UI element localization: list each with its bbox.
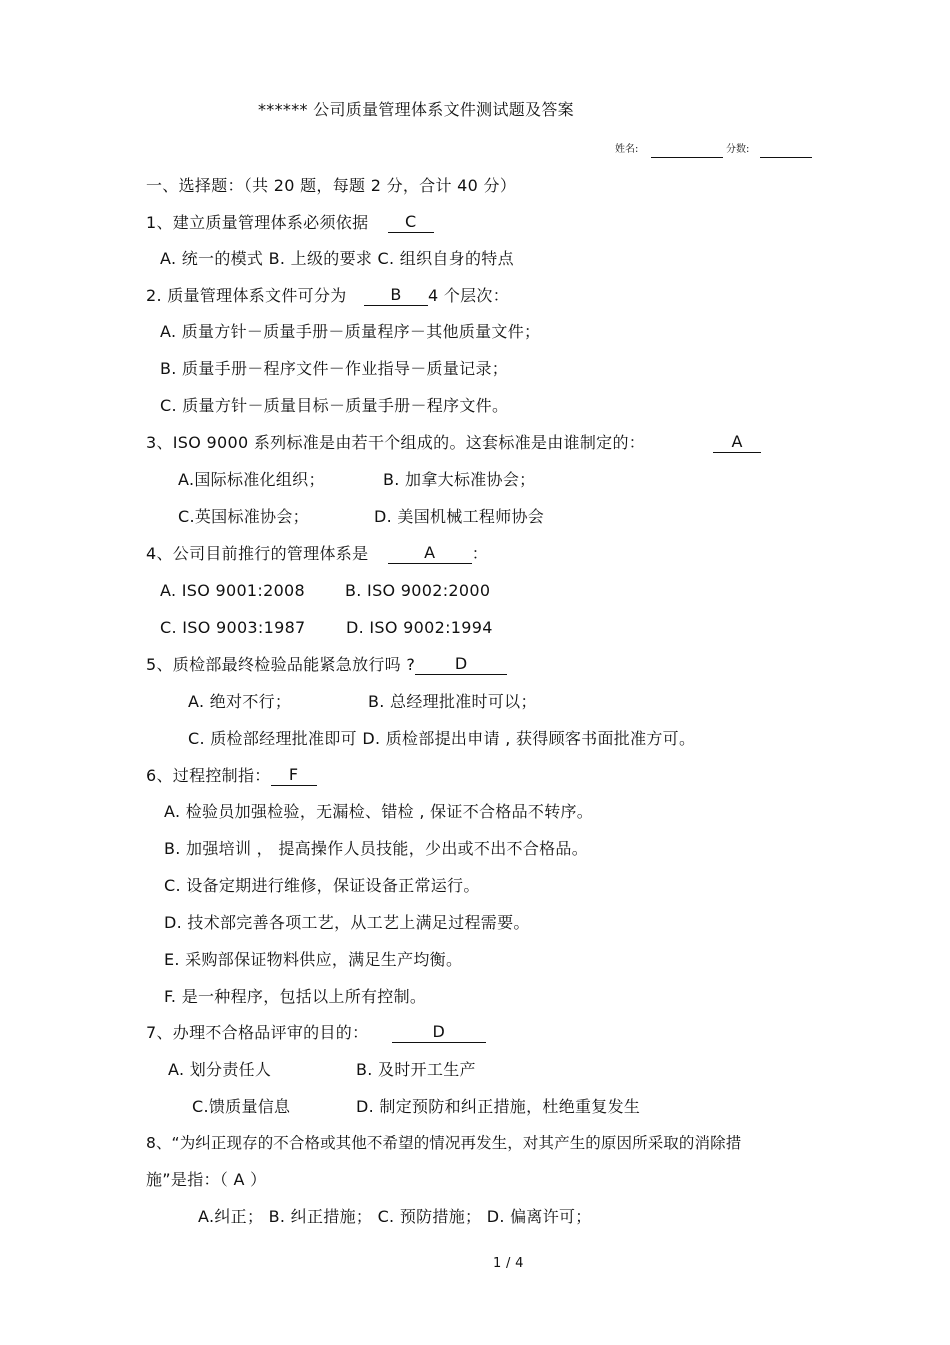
option-b: B. 加强培训 ， 提高操作人员技能，少出或不出不合格品。 — [164, 839, 589, 858]
option-d: D. 美国机械工程师协会 — [374, 507, 545, 526]
answer-blank: D — [392, 1023, 486, 1043]
score-blank — [760, 138, 812, 158]
question-4 — [146, 544, 488, 564]
answer-blank: A — [388, 544, 472, 564]
option-d: D. 技术部完善各项工艺，从工艺上满足过程需要。 — [164, 913, 530, 932]
question-8-cont: 施”是指：（ A ） — [146, 1170, 267, 1189]
section-heading: 一、选择题：（共 20 题，每题 2 分，合计 40 分） — [146, 176, 517, 195]
question-6 — [146, 766, 317, 786]
question-5 — [146, 655, 507, 675]
option-d: D. 制定预防和纠正措施，杜绝重复发生 — [356, 1097, 641, 1116]
score-label: 分数: — [726, 144, 750, 155]
option-c-d: C. 质检部经理批准即可 D. 质检部提出申请 , 获得顾客书面批准方可。 — [188, 729, 696, 748]
option-b: B. 质量手册－程序文件－作业指导－质量记录； — [160, 359, 509, 378]
answer-blank: C — [388, 213, 434, 233]
question-text: 4、公司目前推行的管理体系是 — [146, 544, 369, 563]
page-number: 1 / 4 — [493, 1256, 524, 1271]
question-3: 3、ISO 9000 系列标准是由若干个组成的。这套标准是由谁制定的： — [146, 433, 646, 452]
option-b: B. 总经理批准时可以； — [368, 692, 537, 711]
option-e: E. 采购部保证物料供应，满足生产均衡。 — [164, 950, 463, 969]
answer-blank: F — [271, 766, 317, 786]
question-1-options: A. 统一的模式 B. 上级的要求 C. 组织自身的特点 — [160, 249, 514, 268]
option-a: A. 绝对不行； — [188, 692, 292, 711]
option-c: C. 设备定期进行维修，保证设备正常运行。 — [164, 876, 480, 895]
option-c: C.英国标准协会； — [178, 507, 309, 526]
option-b: B. 加拿大标准协会； — [383, 470, 536, 489]
question-text: 6、过程控制指： — [146, 766, 271, 785]
question-8-options: A.纠正； B. 纠正措施； C. 预防措施； D. 偏离许可； — [198, 1207, 592, 1226]
option-c: C.馈质量信息 — [192, 1097, 291, 1116]
option-c: C. 质量方针－质量目标－质量手册－程序文件。 — [160, 396, 509, 415]
question-1 — [146, 213, 434, 233]
question-suffix: 4 个层次： — [427, 286, 510, 305]
option-a: A.国际标准化组织； — [178, 470, 325, 489]
question-text: 1、建立质量管理体系必须依据 — [146, 213, 369, 232]
option-a: A. 检验员加强检验，无漏检、错检 , 保证不合格品不转序。 — [164, 802, 594, 821]
answer-blank: A — [713, 433, 761, 453]
question-2 — [146, 286, 509, 306]
option-d: D. ISO 9002:1994 — [346, 618, 493, 637]
question-text: 5、质检部最终检验品能紧急放行吗 ? — [146, 655, 416, 674]
option-a: A. 划分责任人 — [168, 1060, 272, 1079]
question-7 — [146, 1023, 486, 1043]
name-blank — [651, 138, 723, 158]
option-b: B. ISO 9002:2000 — [345, 581, 491, 600]
question-8: 8、“为纠正现存的不合格或其他不希望的情况再发生，对其产生的原因所采取的消除措 — [146, 1134, 742, 1152]
option-a: A. ISO 9001:2008 — [160, 581, 306, 600]
document-title: ****** 公司质量管理体系文件测试题及答案 — [258, 100, 574, 119]
answer-blank: D — [415, 655, 507, 675]
answer-blank: B — [364, 286, 428, 306]
question-text: 7、办理不合格品评审的目的： — [146, 1023, 369, 1042]
option-f: F. 是一种程序，包括以上所有控制。 — [164, 987, 427, 1006]
option-c: C. ISO 9003:1987 — [160, 618, 306, 637]
option-b: B. 及时开工生产 — [356, 1060, 476, 1079]
question-text: 2. 质量管理体系文件可分为 — [146, 286, 347, 305]
name-label: 姓名: — [615, 144, 639, 155]
option-a: A. 质量方针－质量手册－质量程序－其他质量文件； — [160, 322, 541, 341]
question-suffix: ： — [471, 544, 489, 563]
